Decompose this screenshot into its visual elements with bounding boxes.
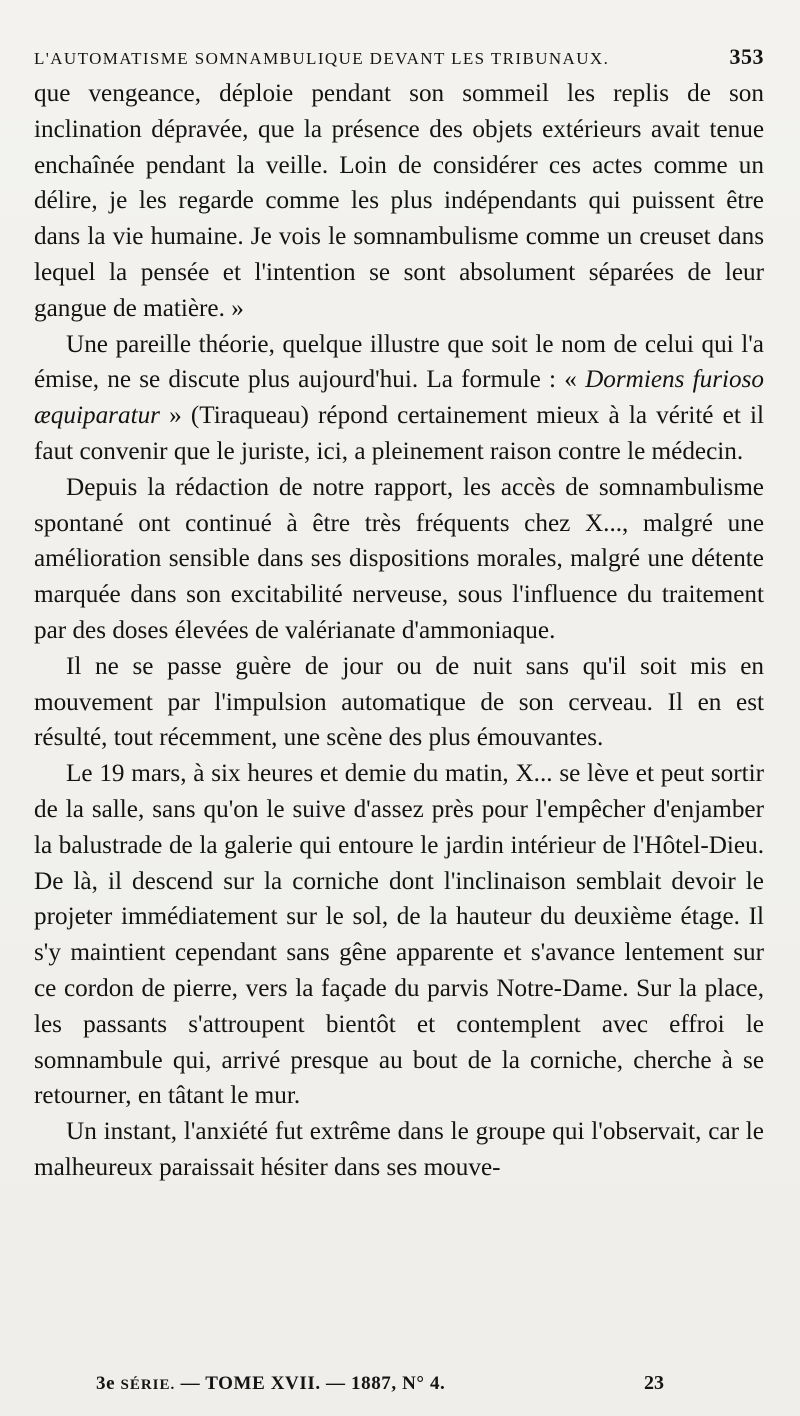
paragraph-2-text-before: Une pareille théorie, quelque illustre que soit le nom de celui qui l'a émise, ne se discute plus aujourd'hui. La formule : « — [34, 330, 764, 394]
body-text — [34, 76, 764, 1186]
footer-tome: — TOME XVII. — 1887, N° 4. — [180, 1373, 446, 1394]
page-footer — [96, 1372, 664, 1395]
footer-series-number: 3e — [96, 1373, 116, 1394]
latin-quote: Dormiens furioso æquiparatur — [34, 366, 764, 430]
paragraph-4: Il ne se passe guère de jour ou de nuit sans qu'il soit mis en mouvement par l'impulsion automatique de son cerveau. Il en est résulté, tout récemment, une scène des plus émouvantes. — [34, 652, 764, 752]
paragraph-3: Depuis la rédaction de notre rapport, les accès de somnambulisme spontané ont continué à être très fréquents chez X..., malgré une amélioration sensible dans ses dispositions morales, malgré une détente marquée dans son excitabilité nerveuse, sous l'influence du traitement par des doses élevées de valérianate d'ammoniaque. — [34, 473, 764, 644]
paragraph-6: Un instant, l'anxiété fut extrême dans le groupe qui l'observait, car le malheureux paraissait hésiter dans ses mouve- — [34, 1118, 764, 1181]
paragraph-1: que vengeance, déploie pendant son sommeil les replis de son inclination dépravée, que la présence des objets extérieurs avait tenue enchaînée pendant la veille. Loin de considérer ces actes comme un délire, je les regarde comme les plus indépendants qui puissent être dans la vie humaine. Je vois le somnambulisme comme un creuset dans lequel la pensée et l'intention se sont absolument séparées de leur gangue de matière. » — [34, 80, 764, 322]
paragraph-2 — [34, 327, 764, 470]
page-number: 353 — [729, 44, 764, 69]
paragraph-2-text-after: » (Tiraqueau) répond certainement mieux à la vérité et il faut convenir que le juriste, ici, a pleinement raison contre le médecin. — [34, 402, 764, 465]
footer-series — [96, 1373, 445, 1395]
running-head — [34, 44, 764, 70]
paragraph-5: Le 19 mars, à six heures et demie du matin, X... se lève et peut sortir de la salle, sans qu'on le suive d'assez près pour l'empêcher d'enjamber la balustrade de la galerie qui entoure le jardin intérieur de l'Hôtel-Dieu. De là, il descend sur la corniche dont l'inclinaison semblait devoir le projeter immédiatement sur le sol, de la hauteur du deuxième étage. Il s'y maintient cependant sans gêne apparente et s'avance lentement sur ce cordon de pierre, vers la façade du parvis Notre-Dame. Sur la place, les passants s'attroupent bientôt et contemplent avec effroi le somnambule qui, arrivé presque au bout de la corniche, cherche à se retourner, en tâtant le mur. — [34, 760, 764, 1110]
running-title: L'AUTOMATISME SOMNAMBULIQUE DEVANT LES TRIBUNAUX. — [34, 49, 610, 68]
footer-series-word: SÉRIE. — [120, 1377, 176, 1393]
signature-number: 23 — [644, 1372, 664, 1394]
